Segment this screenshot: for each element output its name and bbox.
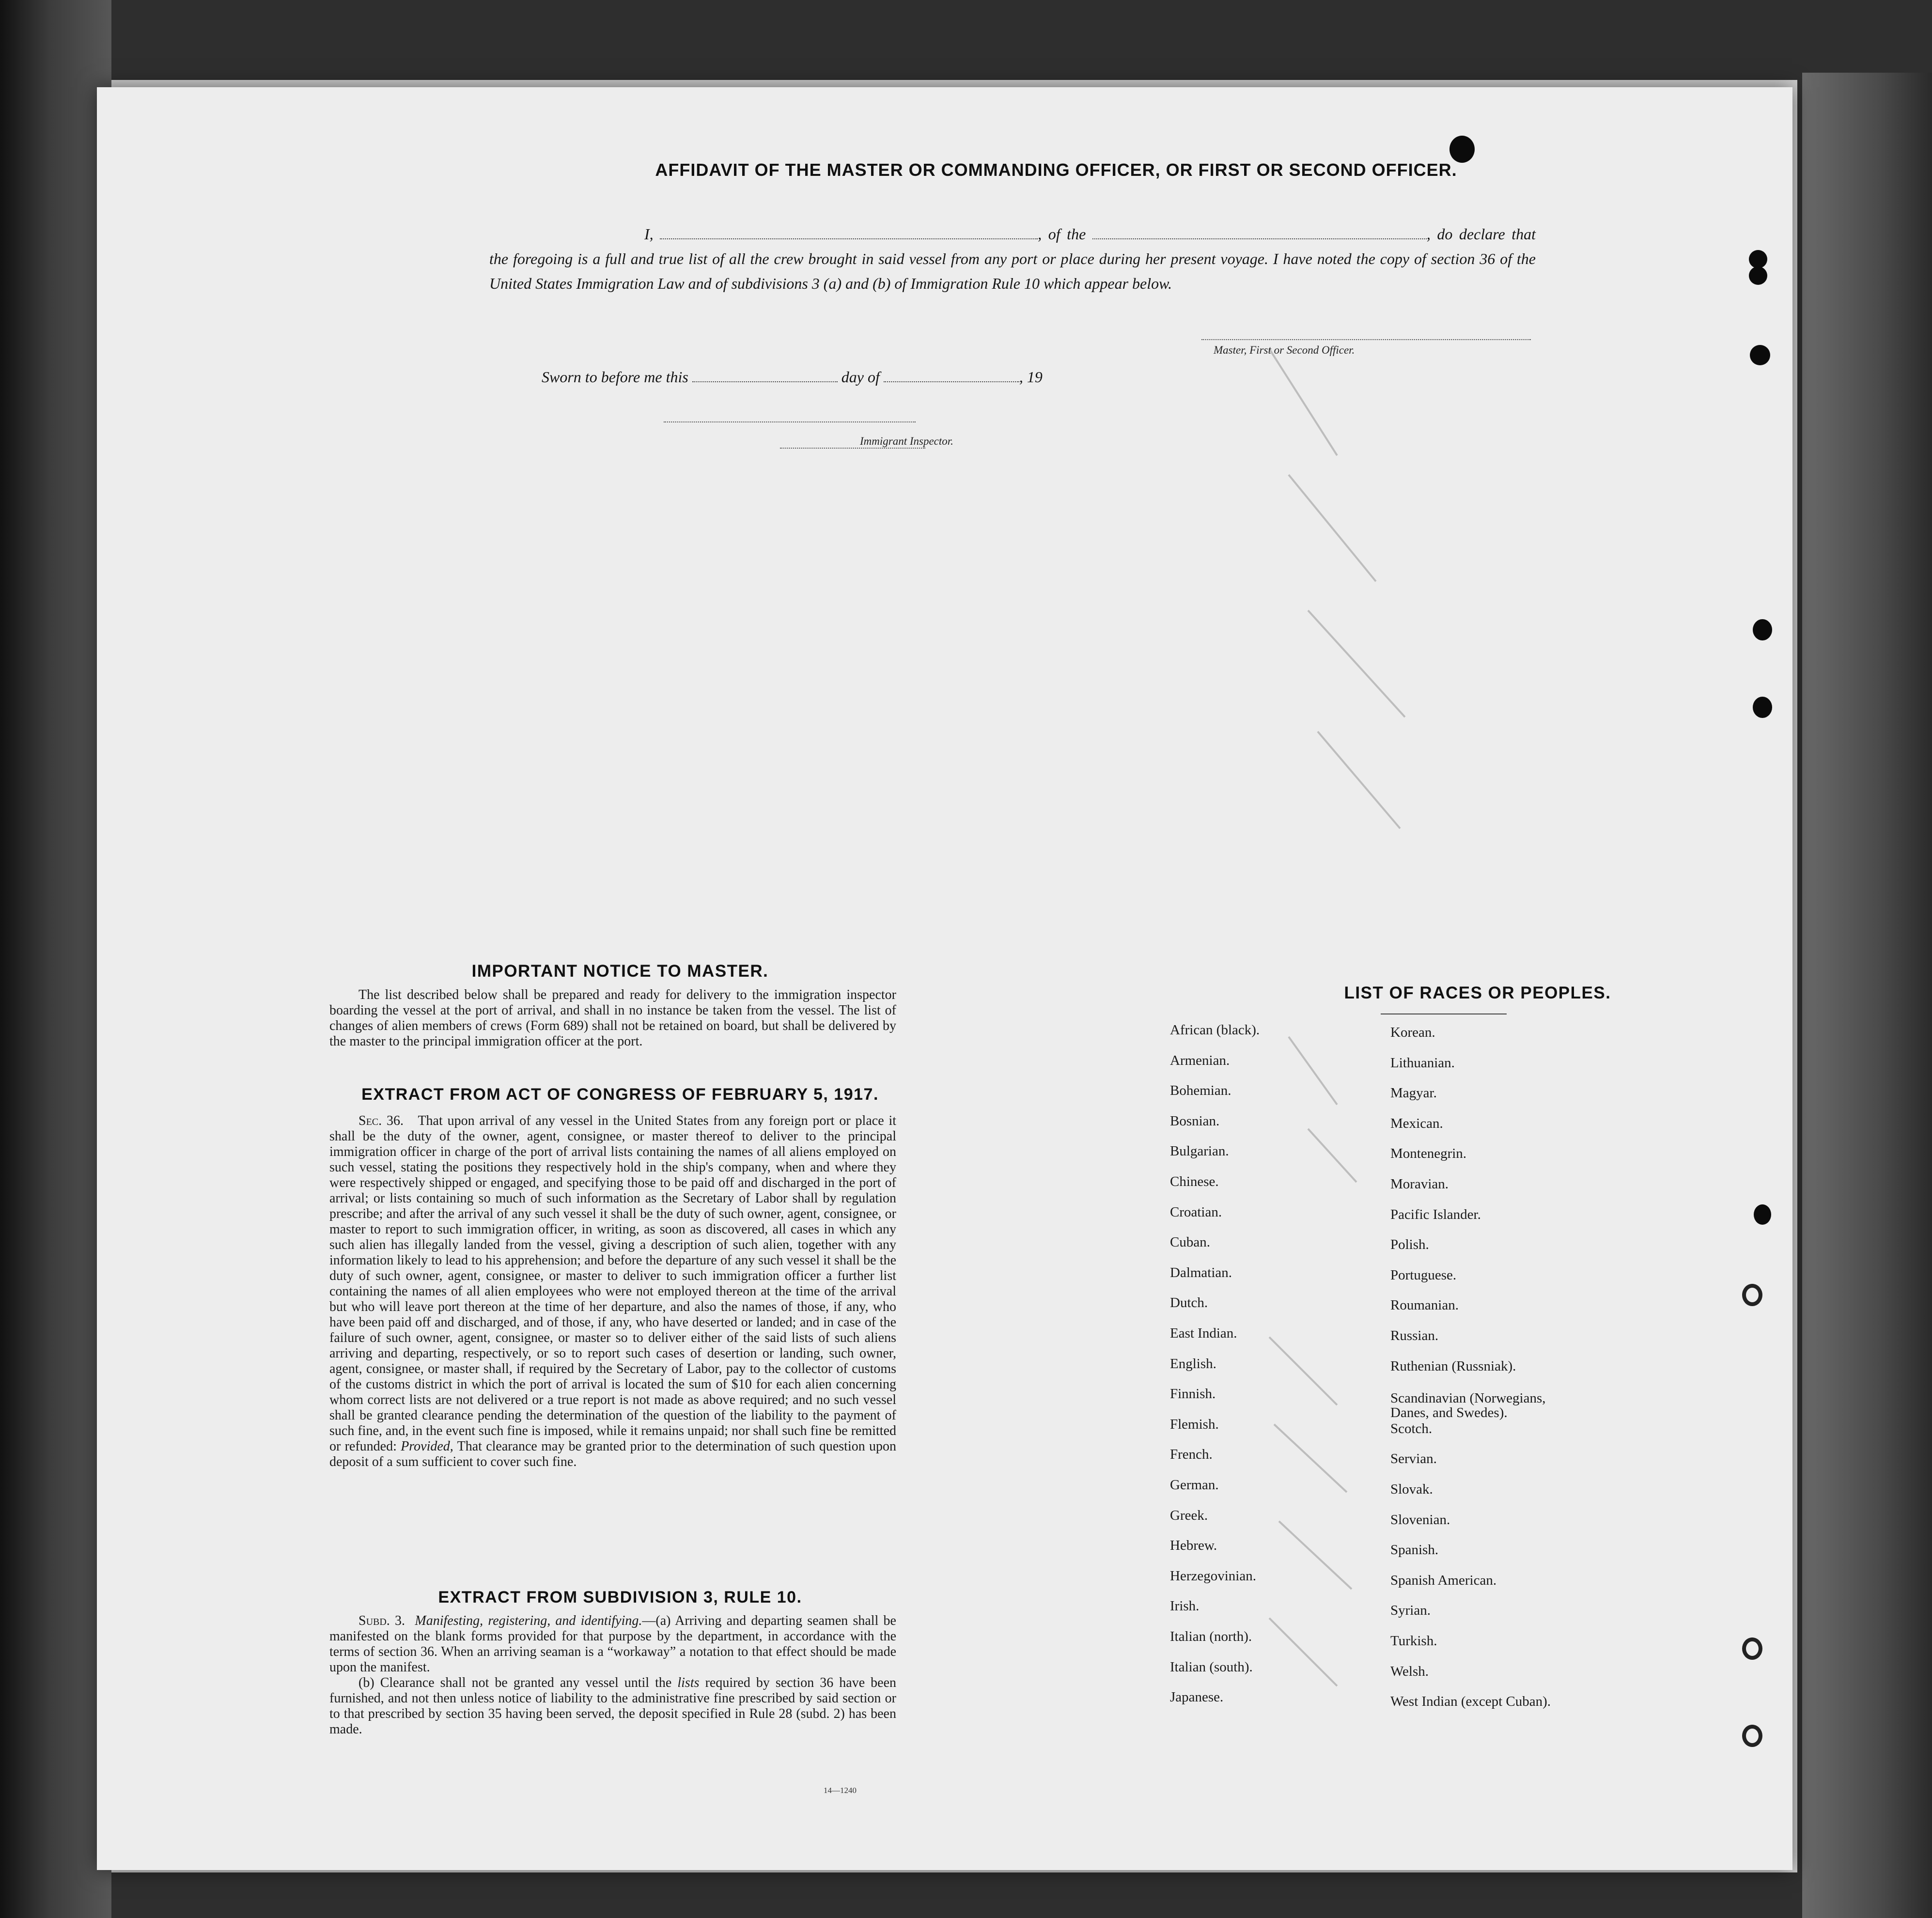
form-number: 14—1240 [824, 1786, 857, 1795]
race-item: Mexican. [1390, 1115, 1443, 1131]
race-item: Montenegrin. [1390, 1146, 1467, 1162]
punch-hole [1753, 619, 1772, 640]
race-item: Danes, and Swedes). [1390, 1405, 1508, 1421]
name-blank[interactable] [660, 226, 1038, 239]
declare-do: , do declare [1426, 225, 1505, 243]
race-item: Italian (south). [1170, 1659, 1253, 1675]
race-item: Japanese. [1170, 1689, 1224, 1705]
race-item: Scotch. [1390, 1420, 1433, 1436]
master-signature-line[interactable] [1201, 339, 1531, 340]
race-item: Servian. [1390, 1451, 1437, 1467]
race-item: Bohemian. [1170, 1083, 1231, 1099]
race-item: Korean. [1390, 1025, 1435, 1040]
race-item: Chinese. [1170, 1174, 1219, 1189]
master-signature-label: Master, First or Second Officer. [1214, 344, 1355, 356]
paragraph-b [329, 1675, 896, 1737]
section-body-end: That clearance may be granted prior to the determination of such question upon deposit of a sum sufficient to cover such fine. [329, 1439, 897, 1469]
sworn-day-text: day of [841, 368, 880, 386]
races-title: LIST OF RACES OR PEOPLES. [1344, 983, 1611, 1002]
punch-hole [1754, 1204, 1771, 1225]
race-item: Armenian. [1170, 1052, 1230, 1068]
race-item: Italian (north). [1170, 1629, 1252, 1644]
para-b-lists: lists [677, 1675, 700, 1690]
inspector-label: Immigrant Inspector. [860, 435, 953, 447]
race-item: Dutch. [1170, 1295, 1208, 1311]
race-item: East Indian. [1170, 1325, 1237, 1341]
race-item: Slovenian. [1390, 1512, 1450, 1528]
punch-hole [1742, 1284, 1762, 1306]
race-item: Syrian. [1390, 1603, 1431, 1619]
race-item: Russian. [1390, 1328, 1439, 1343]
vessel-blank[interactable] [1092, 226, 1427, 239]
punch-hole [1749, 266, 1767, 285]
punch-hole [1742, 1637, 1762, 1660]
declare-of: , of the [1038, 225, 1086, 243]
notice-title: IMPORTANT NOTICE TO MASTER. [471, 962, 769, 981]
race-item: Cuban. [1170, 1234, 1210, 1250]
subd-label: Subd. 3. [358, 1613, 405, 1628]
race-item: German. [1170, 1477, 1219, 1493]
race-item: Flemish. [1170, 1416, 1219, 1432]
section-label: Sec. 36. [358, 1113, 404, 1128]
race-item: Hebrew. [1170, 1538, 1217, 1554]
race-item: Croatian. [1170, 1204, 1222, 1220]
affidavit-title: AFFIDAVIT OF THE MASTER OR COMMANDING OFFICER, OR FIRST OR SECOND OFFICER. [655, 160, 1457, 180]
race-item: Ruthenian (Russniak). [1390, 1358, 1516, 1374]
subd-heading: Manifesting, registering, and identifying. [415, 1613, 642, 1628]
sworn-year-text: , 19 [1019, 368, 1043, 386]
para-b-mark: (b) [358, 1675, 374, 1690]
sworn-line [542, 368, 1043, 386]
inspector-signature-line-2[interactable] [780, 448, 925, 449]
race-item: Portuguese. [1390, 1267, 1457, 1283]
notice-text: The list described below shall be prepared and ready for delivery to the immigration inspector boarding the vessel at the port of arrival, and shall in no instance be taken from the vessel. The list of changes of alien members of crews (Form 689) shall not be retained on board, but shall be delivered by the master to the principal immigration officer at the port. [329, 987, 896, 1049]
race-item: Spanish American. [1390, 1572, 1497, 1588]
para-b-text-1: Clearance shall not be granted any vessel until the [380, 1675, 672, 1690]
binder-edge-left [0, 0, 111, 1918]
punch-hole [1753, 697, 1772, 718]
para-a-mark: —(a) [642, 1613, 671, 1628]
race-item: Irish. [1170, 1598, 1200, 1614]
provided-word: Provided, [401, 1439, 453, 1454]
sworn-text: Sworn to before me this [542, 368, 688, 386]
race-item: Roumanian. [1390, 1297, 1459, 1313]
declare-text: that the foregoing is a full and true list of all the crew brought in said vessel from any port or place during her present voyage. I have noted the copy of section 36 of the United States Immigration Law and of subdivisions 3 (a) and (b) of Immigration Rule 10 which appear below. [489, 225, 1536, 292]
race-item: English. [1170, 1356, 1216, 1372]
race-item: Lithuanian. [1390, 1055, 1455, 1071]
sworn-month-blank[interactable] [884, 369, 1019, 382]
paragraph-a [329, 1613, 896, 1675]
extract-act-title: EXTRACT FROM ACT OF CONGRESS OF FEBRUARY 5, 1917. [361, 1085, 879, 1104]
extract-rule-title: EXTRACT FROM SUBDIVISION 3, RULE 10. [438, 1588, 802, 1606]
race-item: Moravian. [1390, 1176, 1449, 1192]
sworn-day-blank[interactable] [692, 369, 838, 382]
race-item: Polish. [1390, 1237, 1429, 1253]
race-item: Herzegovinian. [1170, 1568, 1256, 1584]
race-item: Pacific Islander. [1390, 1206, 1481, 1222]
section-body: That upon arrival of any vessel in the United States from any foreign port or place it shall be the duty of the owner, agent, consignee, or master thereof to deliver to the principal immigration officer in charge of the port of arrival lists containing the names of all aliens employed on such vessel, stating the positions they respectively hold in the ship's company, when and where they were respectively shipped or engaged, and specifying those to be paid off and discharged in the port of arrival; or lists containing so much of such information as the Secretary of Labor shall by regulation prescribe; and after the arrival of any such vessel it shall be the duty of such owner, agent, consignee, or master to report to such immigration officer, in writing, as soon as discovered, all cases in which any such alien has illegally landed from the vessel, giving a description of such alien, together with any information likely to lead to his apprehension; and before the departure of any such vessel it shall be the duty of such owner, agent, consignee, or master to deliver to such immigration officer a further list containing the names of all alien employees who were not employed thereon at the time of the arrival but who will leave port thereon at the time of her departure, and also the names of those, if any, who have been paid off and discharged, and of those, if any, who have deserted or landed; and in case of the failure of such owner, agent, consignee, or master so to deliver either of the said lists of such aliens arriving and departing, respectively, or so to report such cases of desertion or landing, such owner, agent, consignee, or master shall, if required by the Secretary of Labor, pay to the collector of customs of the customs district in which the port of arrival is located the sum of $10 for each alien concerning whom correct lists are not delivered or a true report is not made as above required; and no such vessel shall be granted clearance pending the determination of the question of the liability to the payment of such fine, and, in the event such fine is imposed, while it remains unpaid; nor shall such fine be remitted or refunded: [329, 1113, 897, 1454]
punch-hole [1749, 250, 1767, 268]
race-item: Dalmatian. [1170, 1264, 1232, 1280]
race-item: French. [1170, 1447, 1213, 1463]
para-b-text-2: required by section 36 have been furnished, and not then unless notice of liability to the administrative fine prescribed by said section or to that prescribed by section 35 having been served, the deposit specified in Rule 28 (subd. 2) has been made. [329, 1675, 897, 1737]
race-item: Bulgarian. [1170, 1143, 1229, 1159]
race-item: Magyar. [1390, 1085, 1437, 1101]
affidavit-declaration [489, 222, 1536, 296]
section-36-text [329, 1113, 896, 1470]
race-item: Finnish. [1170, 1386, 1216, 1402]
race-item: Greek. [1170, 1507, 1208, 1523]
race-item: Spanish. [1390, 1542, 1439, 1558]
subdivision-3-text [329, 1613, 896, 1737]
punch-hole [1742, 1725, 1762, 1747]
race-item: Bosnian. [1170, 1113, 1220, 1129]
punch-hole [1449, 136, 1475, 163]
para-a-text: Arriving and departing seamen shall be manifested on the blank forms provided for that purpose by the department, in accordance with the terms of section 36. When an arriving seaman is a “workaway” a notation to that effect should be made upon the manifest. [329, 1613, 896, 1675]
race-item: Turkish. [1390, 1633, 1437, 1649]
punch-hole [1750, 345, 1770, 365]
declare-i: I, [644, 225, 654, 243]
race-item: Slovak. [1390, 1481, 1433, 1497]
race-item: West Indian (except Cuban). [1390, 1694, 1551, 1710]
race-item: Welsh. [1390, 1663, 1429, 1679]
race-item: African (black). [1170, 1022, 1260, 1038]
inspector-signature-line[interactable] [664, 421, 916, 422]
race-item: Scandinavian (Norwegians, [1390, 1390, 1546, 1406]
document-page [97, 87, 1792, 1870]
